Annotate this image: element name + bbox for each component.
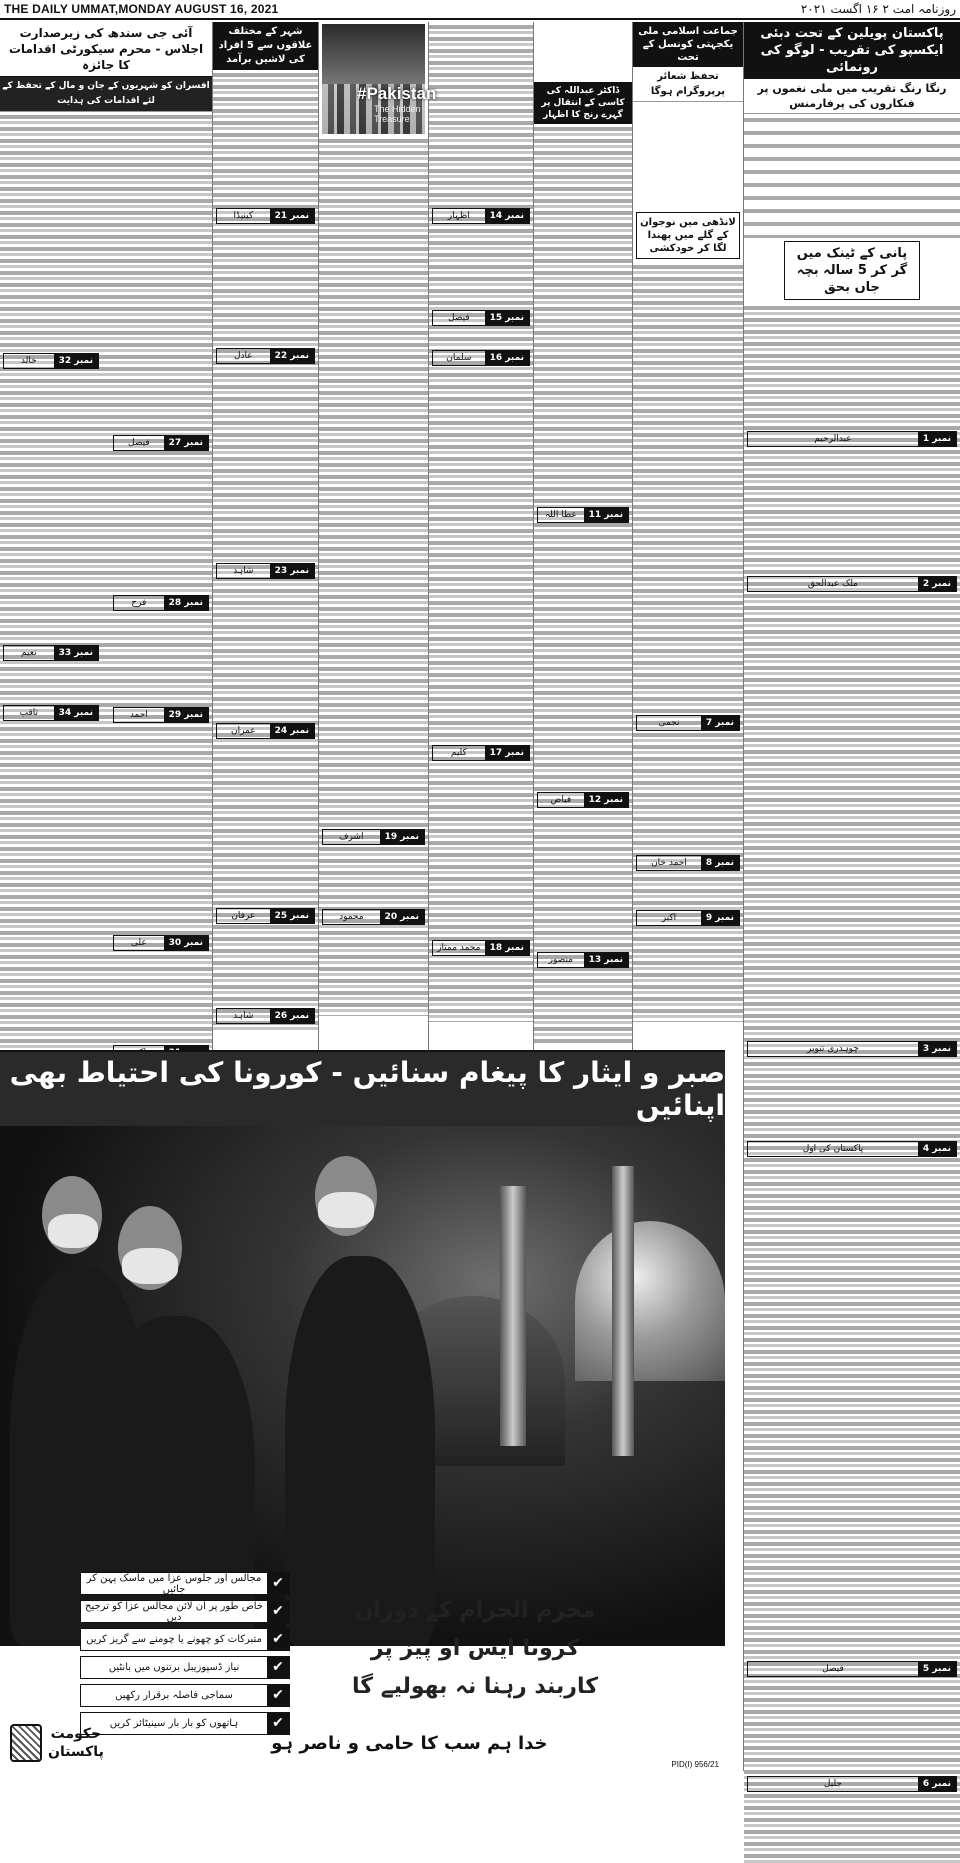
column-6 <box>212 22 318 1050</box>
column-6-headline: شہر کے مختلف علاقوں سے 5 افراد کی لاشیں برآمد <box>213 22 318 70</box>
column-5-stories <box>319 136 428 1016</box>
check-icon: ✔ <box>267 1657 289 1678</box>
column-7-stories <box>0 112 212 1072</box>
story-tag: نمبر 20 محمود <box>322 909 425 925</box>
column-2-subhead: تحفظ شعائر پرپروگرام ہوگا <box>633 67 743 102</box>
story-tag: نمبر 26 شاہد <box>216 1008 315 1024</box>
tag-slot-8 <box>633 852 743 874</box>
column-2-headline: جماعت اسلامی ملی یکجہتی کونسل کے تحت <box>633 22 743 67</box>
tag-slot-25 <box>213 905 318 927</box>
tag-slot-2 <box>744 573 960 595</box>
tag-slot-14 <box>429 205 533 227</box>
mask-graphic <box>122 1248 178 1284</box>
story-tag: نمبر 5 فیصل <box>747 1661 957 1677</box>
tag-slot-33 <box>0 642 102 664</box>
column-1-body <box>744 114 960 238</box>
ad-message-line: کرونا ایس او پیز پر <box>370 1636 580 1661</box>
tag-slot-29 <box>110 704 212 726</box>
tag-slot-19 <box>319 826 428 848</box>
checklist-item: ✔ مجالس اور جلوس عزا میں ماسک پہن کر جائیں <box>80 1572 290 1595</box>
ad-message-line: کاربند رہنا نہ بھولیے گا <box>351 1674 599 1699</box>
story-tag: نمبر 17 کلیم <box>432 745 530 761</box>
story-tag: نمبر 18 محمد ممتاز <box>432 940 530 956</box>
story-tag: نمبر 4 پاکستان کی اول <box>747 1141 957 1157</box>
tag-slot-7 <box>633 712 743 734</box>
pid-number: PID(I) 956/21 <box>671 1760 719 1769</box>
column-1-subhead: رنگا رنگ تقریب میں ملی نغموں پر فنکاروں کی پرفارمنس <box>744 79 960 114</box>
ad-banner: صبر و ایثار کا پیغام سنائیں - کورونا کی احتیاط بھی اپنائیں <box>0 1052 725 1126</box>
column-1-box: پانی کے ٹینک میں گر کر 5 سالہ بچہ جاں بحق <box>784 241 920 300</box>
check-icon: ✔ <box>267 1685 289 1706</box>
government-label: حکومت پاکستان <box>48 1726 104 1760</box>
ad-slogan: خدا ہم سب کا حامی و ناصر ہو <box>271 1732 548 1754</box>
tag-slot-6 <box>744 1773 960 1795</box>
column-1-stories <box>744 303 960 1863</box>
tag-slot-23 <box>213 560 318 582</box>
checklist-item: ✔ سماجی فاصلہ برقرار رکھیں <box>80 1684 290 1707</box>
story-tag: نمبر 29 احمد <box>113 707 209 723</box>
tag-slot-34 <box>0 702 102 724</box>
tag-slot-18 <box>429 937 533 959</box>
minaret-graphic <box>500 1186 526 1446</box>
column-5-text-fill <box>319 136 428 1016</box>
story-tag: نمبر 21 کینیڈا <box>216 208 315 224</box>
tag-slot-28 <box>110 592 212 614</box>
column-4 <box>428 22 533 1050</box>
check-icon: ✔ <box>267 1629 289 1650</box>
state-emblem-icon <box>10 1724 42 1762</box>
tag-slot-26 <box>213 1005 318 1027</box>
column-4-stories <box>429 22 533 1022</box>
story-tag: نمبر 12 فیاض <box>537 792 629 808</box>
ad-photo <box>0 1126 725 1646</box>
column-7-headline: آئی جی سندھ کی زیرصدارت اجلاس - محرم سیکورٹی اقدامات کا جائزہ <box>0 22 212 77</box>
story-tag: نمبر 28 فرح <box>113 595 209 611</box>
mask-graphic <box>48 1214 98 1248</box>
tag-slot-22 <box>213 345 318 367</box>
masthead-english: THE DAILY UMMAT,MONDAY AUGUST 16, 2021 <box>4 2 279 16</box>
check-icon: ✔ <box>267 1713 289 1734</box>
story-tag: نمبر 32 خالد <box>3 353 99 369</box>
news-photo <box>322 24 437 134</box>
story-tag: نمبر 16 سلمان <box>432 350 530 366</box>
column-1 <box>743 22 960 1789</box>
story-tag: نمبر 3 چوہدری تنویر <box>747 1041 957 1057</box>
story-tag: نمبر 27 فیصل <box>113 435 209 451</box>
tag-slot-4 <box>744 1138 960 1160</box>
tag-slot-5 <box>744 1658 960 1680</box>
person-figure <box>285 1256 435 1646</box>
column-7 <box>0 22 212 1050</box>
column-3-stories <box>534 124 632 1044</box>
tag-slot-24 <box>213 720 318 742</box>
tag-slot-20 <box>319 906 428 928</box>
government-logo <box>10 1724 104 1762</box>
photo-sign-subtext: The Hidden Treasure <box>374 104 421 124</box>
story-tag: نمبر 25 عرفان <box>216 908 315 924</box>
tag-slot-30 <box>110 932 212 954</box>
checklist-item: ✔ ہاتھوں کو بار بار سینیٹائز کریں <box>80 1712 290 1735</box>
checklist-item: ✔ نیاز ڈسپوزیبل برتنوں میں بانٹیں <box>80 1656 290 1679</box>
tag-slot-16 <box>429 347 533 369</box>
story-tag: نمبر 19 اشرف <box>322 829 425 845</box>
column-2-stories <box>633 262 743 1022</box>
story-tag: نمبر 13 منصور <box>537 952 629 968</box>
column-3-headline: ڈاکٹر عبداللہ کی کاسی کے انتقال پر گہرے رنج کا اظہار <box>534 82 632 124</box>
story-tag: نمبر 1 عبدالرحیم <box>747 431 957 447</box>
column-7-subhead: افسران کو شہریوں کے جان و مال کے تحفظ کے لئے اقدامات کی ہدایت <box>0 77 212 112</box>
story-tag: نمبر 6 جلیل <box>747 1776 957 1792</box>
tag-slot-21 <box>213 205 318 227</box>
tag-slot-17 <box>429 742 533 764</box>
government-advertisement <box>0 1050 725 1773</box>
checklist-item: ✔ متبرکات کو چھونے یا چومنے سے گریز کریں <box>80 1628 290 1651</box>
column-3-text-fill <box>534 124 632 1044</box>
story-tag: نمبر 9 اکبر <box>636 910 740 926</box>
story-tag: نمبر 7 نجمی <box>636 715 740 731</box>
story-tag: نمبر 2 ملک عبدالحق <box>747 576 957 592</box>
tag-slot-11 <box>534 504 632 526</box>
tag-slot-1 <box>744 428 960 450</box>
column-5 <box>318 22 437 1050</box>
check-icon: ✔ <box>267 1601 289 1622</box>
masthead-urdu: روزنامہ امت ۲ ۱۶ اگست ۲۰۲۱ <box>800 2 956 16</box>
story-tag: نمبر 22 عادل <box>216 348 315 364</box>
ad-message-line: محرم الحرام کے دوران <box>354 1598 596 1623</box>
column-2-box: لانڈھی میں نوجوان کے گلے میں پھندا لگا کر خودکشی <box>636 212 740 259</box>
story-tag: نمبر 34 ثاقب <box>3 705 99 721</box>
masthead <box>0 0 960 20</box>
dome-graphic <box>575 1221 725 1381</box>
tag-slot-13 <box>534 949 632 971</box>
story-tag: نمبر 11 عطا اللہ <box>537 507 629 523</box>
tag-slot-15 <box>429 307 533 329</box>
story-tag: نمبر 30 علی <box>113 935 209 951</box>
column-1-text-fill <box>744 303 960 1863</box>
story-tag: نمبر 24 عمران <box>216 723 315 739</box>
tag-slot-9 <box>633 907 743 929</box>
tag-slot-3 <box>744 1038 960 1060</box>
mask-graphic <box>318 1192 374 1228</box>
tag-slot-12 <box>534 789 632 811</box>
column-4-text-fill <box>429 22 533 1022</box>
story-tag: نمبر 33 نعیم <box>3 645 99 661</box>
story-tag: نمبر 23 شاہد <box>216 563 315 579</box>
column-2 <box>632 22 743 1050</box>
story-tag: نمبر 15 فیصل <box>432 310 530 326</box>
column-3 <box>533 22 632 1050</box>
photo-sign-text: #Pakistan <box>357 84 437 103</box>
ad-footer <box>0 1713 725 1773</box>
story-tag: نمبر 14 اظہار <box>432 208 530 224</box>
checklist-item: ✔ خاص طور پر آن لائن مجالس عزا کو ترجیح دیں <box>80 1600 290 1623</box>
column-6-stories <box>213 70 318 1030</box>
column-1-headline: پاکستان پویلین کے تحت دبئی ایکسپو کی تقریب - لوگو کی رونمائی <box>744 22 960 79</box>
ad-main-message <box>320 1592 630 1706</box>
check-icon: ✔ <box>267 1573 289 1594</box>
story-tag: نمبر 8 احمد خان <box>636 855 740 871</box>
tag-slot-32 <box>0 350 102 372</box>
minaret-graphic <box>612 1166 634 1456</box>
tag-slot-27 <box>110 432 212 454</box>
